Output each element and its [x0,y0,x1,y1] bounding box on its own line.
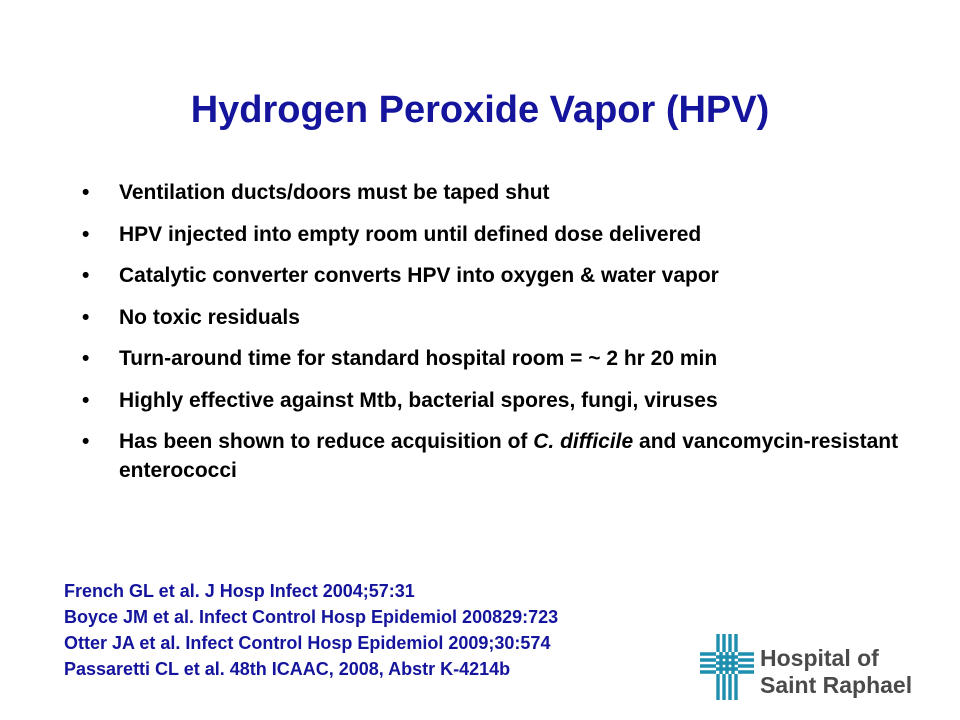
bullet-item [82,261,902,290]
reference-item: Otter JA et al. Infect Control Hosp Epidemiol 2009;30:574 [64,633,551,653]
bullet-marker: • [82,222,90,246]
bullet-marker: • [82,388,90,412]
bullet-item [82,303,902,332]
bullet-item [82,427,902,485]
bullet-marker: • [82,305,90,329]
bullet-marker: • [82,264,90,287]
bullet-text-start: Has been shown to reduce acquisition of [119,430,534,453]
organism-name-italic: C. difficile [533,430,634,453]
bullet-text: Catalytic converter converts HPV into oxygen & water vapor [119,264,719,287]
bullet-list [82,178,902,498]
reference-item: French GL et al. J Hosp Infect 2004;57:31 [64,581,415,601]
bullet-text: No toxic residuals [119,305,300,329]
hospital-name-line-1: Hospital of [760,645,879,671]
slide-title: Hydrogen Peroxide Vapor (HPV) [190,89,770,131]
hospital-name [760,645,912,699]
hospital-name-line-2: Saint Raphael [760,672,913,698]
bullet-text-end: and vancomycin-resistant enterococci [119,430,899,482]
bullet-item [82,178,902,207]
bullet-text: Highly effective against Mtb, bacterial spores, fungi, viruses [119,388,718,412]
bullet-item [82,220,902,249]
bullet-item [82,344,902,373]
hospital-logo [698,628,938,706]
reference-list [64,578,764,682]
bullet-text: Ventilation ducts/doors must be taped shut [119,181,550,204]
bullet-marker: • [82,181,90,204]
reference-item: Boyce JM et al. Infect Control Hosp Epidemiol 200829:723 [64,607,559,627]
hospital-cross-logo-icon [698,628,758,706]
bullet-text [119,430,898,482]
bullet-text: HPV injected into empty room until defined dose delivered [119,222,702,246]
bullet-marker: • [82,430,90,453]
bullet-item [82,386,902,415]
bullet-marker: • [82,347,90,370]
reference-item: Passaretti CL et al. 48th ICAAC, 2008, Abstr K-4214b [64,659,511,679]
bullet-text: Turn-around time for standard hospital room = ~ 2 hr 20 min [119,347,718,370]
